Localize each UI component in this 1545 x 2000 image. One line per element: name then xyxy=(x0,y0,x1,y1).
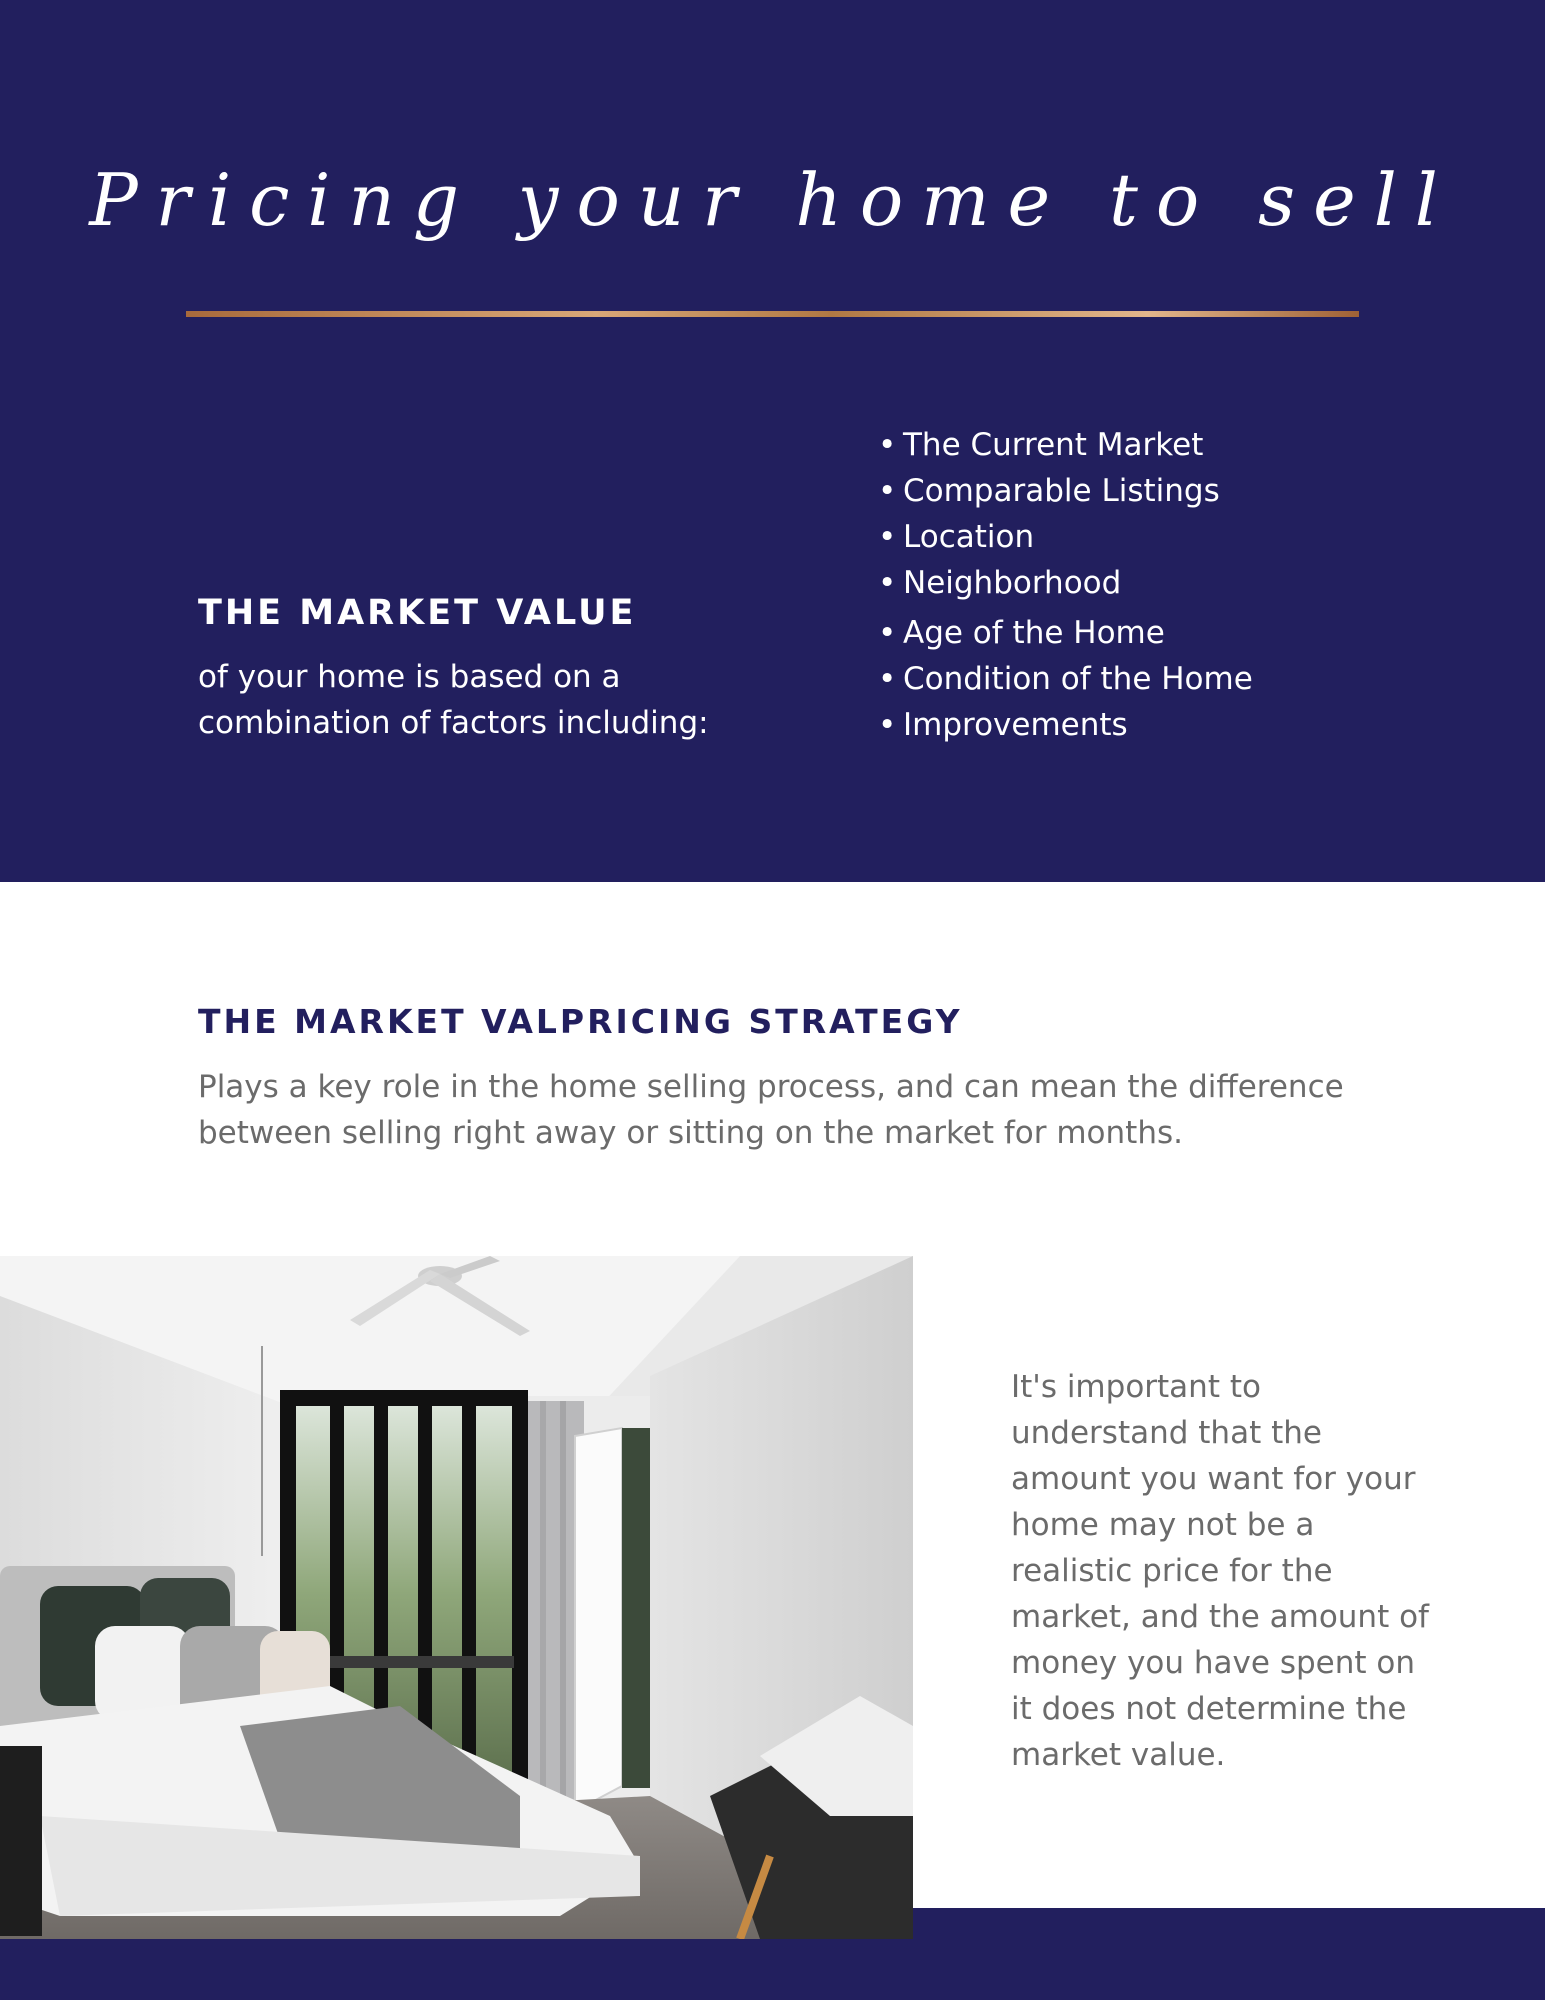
market-value-description: of your home is based on a combination of factors including: xyxy=(198,659,709,741)
bullet-icon: • xyxy=(878,519,897,555)
bullet-icon: • xyxy=(878,427,897,463)
bullet-icon: • xyxy=(878,565,897,601)
bullet-icon: • xyxy=(878,615,897,651)
list-item xyxy=(878,610,1253,656)
list-item xyxy=(878,468,1253,514)
market-value-heading: THE MARKET VALUE xyxy=(198,593,637,633)
list-item xyxy=(878,514,1253,560)
list-item xyxy=(878,422,1253,468)
pricing-strategy-heading: THE MARKET VALPRICING STRATEGY xyxy=(198,1002,963,1041)
factor-label: Age of the Home xyxy=(903,615,1165,651)
bedroom-photo xyxy=(0,1256,913,1939)
factor-label: The Current Market xyxy=(903,427,1204,463)
pricing-strategy-description: Plays a key role in the home selling process, and can mean the difference between selling right away or sitting on the market for months. xyxy=(198,1069,1344,1151)
page-title: Pricing your home to sell xyxy=(89,158,1456,242)
factor-label: Location xyxy=(903,519,1035,555)
bullet-icon: • xyxy=(878,473,897,509)
bullet-icon: • xyxy=(878,707,897,743)
list-item xyxy=(878,560,1253,606)
factor-label: Comparable Listings xyxy=(903,473,1220,509)
list-item xyxy=(878,702,1253,748)
title-divider xyxy=(186,311,1359,317)
factor-label: Neighborhood xyxy=(903,565,1122,601)
side-note: It's important to understand that the amount you want for your home may not be a realistic price for the market, and the amount of money you have spent on it does not determine the market value. xyxy=(1011,1369,1429,1773)
factor-label: Condition of the Home xyxy=(903,661,1253,697)
bedroom-illustration xyxy=(0,1256,913,1939)
list-item xyxy=(878,656,1253,702)
bullet-icon: • xyxy=(878,661,897,697)
hero-section xyxy=(0,0,1545,882)
factor-label: Improvements xyxy=(903,707,1128,743)
factors-list xyxy=(878,422,1253,748)
